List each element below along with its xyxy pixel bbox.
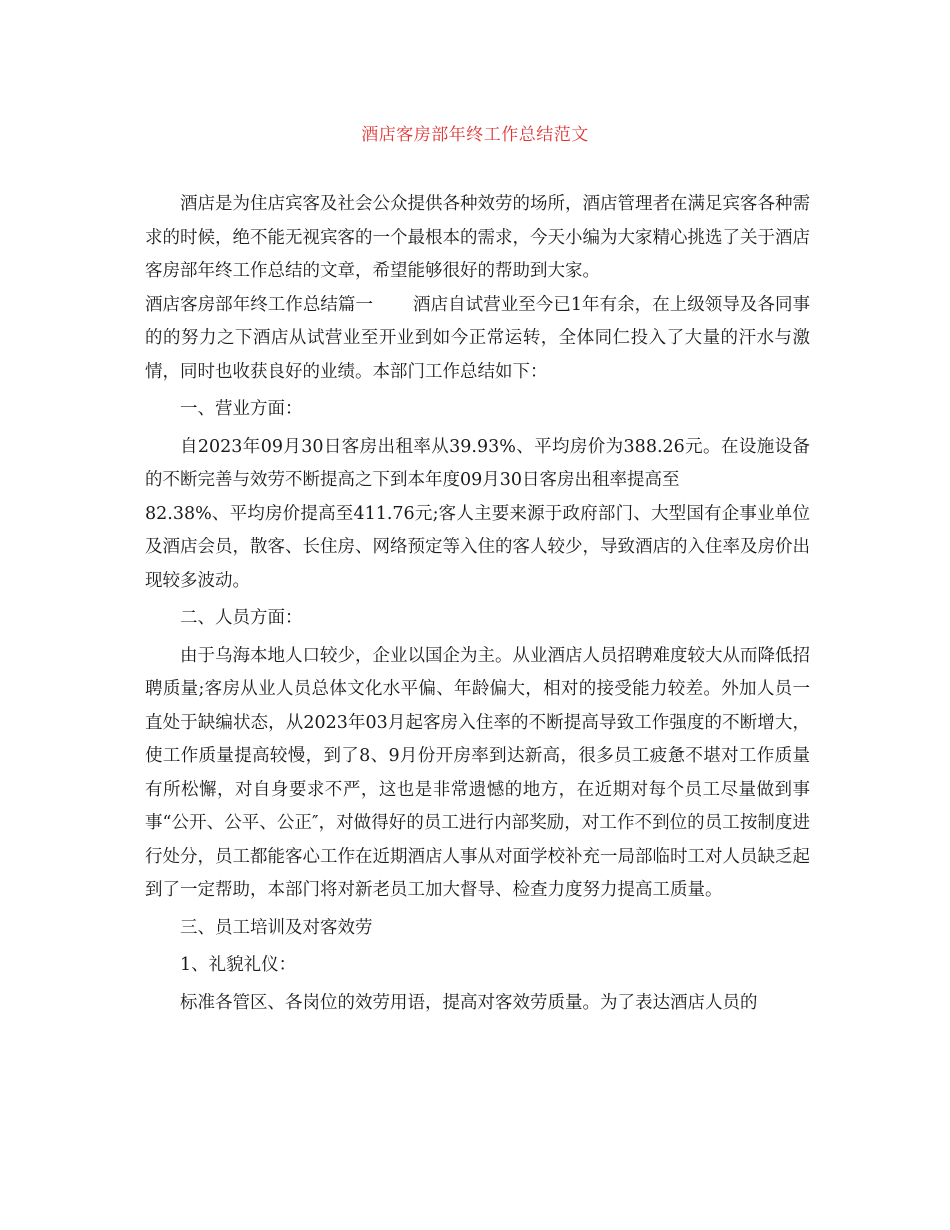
section1-heading: 一、营业方面： (180, 399, 303, 419)
section1-paragraph-a: 自2023年09月30日客房出租率从39.93%、平均房价为388.26元。在设施设备的不断完善与效劳不断提高之下到本年度09月30日客房出租率提高至 (145, 436, 810, 490)
section3-sub1-paragraph: 标准各管区、各岗位的效劳用语，提高对客效劳质量。为了表达酒店人员的 (180, 992, 758, 1013)
section2-paragraph: 由于乌海本地人口较少，企业以国企为主。从业酒店人员招聘难度较大从而降低招聘质量;客房从业人员总体文化水平偏、年龄偏大，相对的接受能力较差。外加人员一直处于缺编状态，从2023年03月起客房入住率的不断提高导致工作强度的不断增大，使工作质量提高较慢，到了8、9月份开房率到达新高，很多员工疲惫不堪对工作质量有所松懈，对自身要求不严，这也是非常遗憾的地方，在近期对每个员工尽量做到事事“公开、公平、公正″，对做得好的员工进行内部奖励，对工作不到位的员工按制度进行处分，员工都能客心工作在近期酒店人事从对面学校补充一局部临时工对人员缺乏起到了一定帮助，本部门将对新老员工加大督导、检查力度努力提高工质量。 (145, 645, 810, 900)
intro-paragraph: 酒店是为住店宾客及社会公众提供各种效劳的场所，酒店管理者在满足宾客各种需求的时候，绝不能无视宾客的一个最根本的需求，今天小编为大家精心挑选了关于酒店客房部年终工作总结的文章，希望能够很好的帮助到大家。 (145, 194, 810, 281)
part-heading: 酒店客房部年终工作总结篇一 (145, 294, 373, 315)
document-body (145, 188, 810, 1020)
section3-sub1-heading: 1、礼貌礼仪： (180, 955, 297, 975)
section2-heading: 二、人员方面： (180, 608, 303, 628)
section3-heading: 三、员工培训及对客效劳 (180, 917, 373, 938)
part-one-paragraph (145, 289, 810, 390)
section1-paragraph-b: 82.38%、平均房价提高至411.76元;客人主要来源于政府部门、大型国有企事业单位及酒店会员，散客、长住房、网络预定等入住的客人较少，导致酒店的入住率及房价出现较多波动。 (145, 503, 810, 591)
part-first-text: 酒店自试营业至今已1年有余，在上级领导及各同事的的努力之下酒店从试营业至开业到如今正常运转，全体同仁投入了大量的汗水与激情，同时也收获良好的业绩。本部门工作总结如下： (145, 294, 811, 382)
document-title: 酒店客房部年终工作总结范文 (361, 125, 589, 145)
